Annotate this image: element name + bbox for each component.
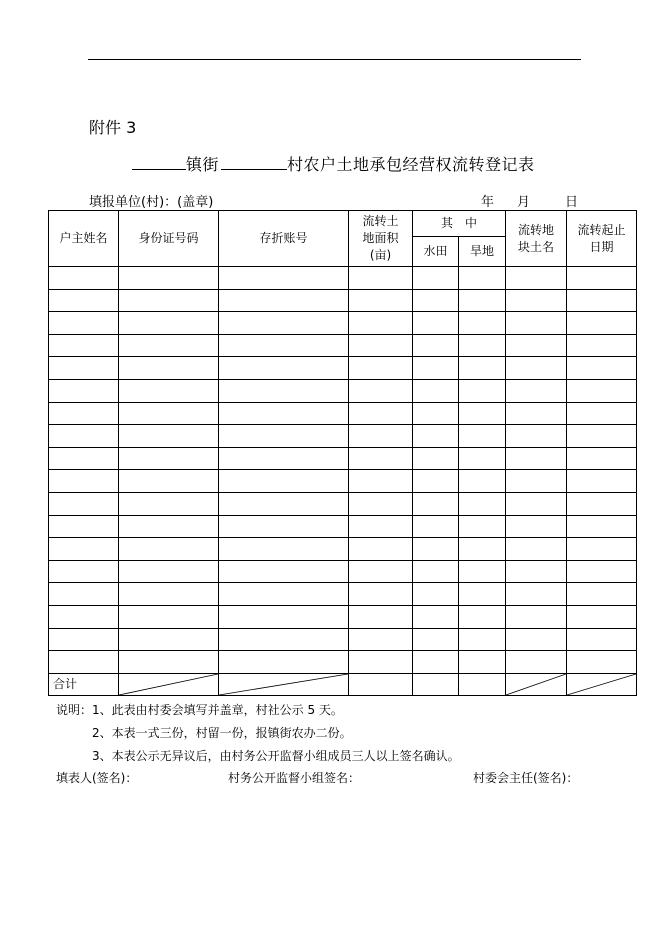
cell-dry[interactable] bbox=[459, 312, 506, 335]
cell-date[interactable] bbox=[567, 334, 637, 357]
note-3: 3、本表公示无异议后，由村务公开监督小组成员三人以上签名确认。 bbox=[92, 749, 460, 763]
cell-owner[interactable] bbox=[49, 538, 119, 561]
table-row bbox=[49, 312, 637, 335]
cell-dry[interactable] bbox=[459, 605, 506, 628]
cell-owner[interactable] bbox=[49, 492, 119, 515]
header-account: 存折账号 bbox=[219, 211, 349, 267]
table-row bbox=[49, 628, 637, 651]
cell-id[interactable] bbox=[119, 492, 219, 515]
title-village-suffix: 村农户土地承包经营权流转登记表 bbox=[287, 155, 535, 174]
cell-paddy[interactable] bbox=[413, 651, 459, 674]
cell-dry[interactable] bbox=[459, 560, 506, 583]
total-plot-diagonal bbox=[506, 673, 567, 695]
cell-plot[interactable] bbox=[506, 651, 567, 674]
cell-paddy[interactable] bbox=[413, 379, 459, 402]
header-id-number: 身份证号码 bbox=[119, 211, 219, 267]
cell-date[interactable] bbox=[567, 492, 637, 515]
cell-dry[interactable] bbox=[459, 447, 506, 470]
cell-area[interactable] bbox=[349, 379, 413, 402]
cell-dry[interactable] bbox=[459, 470, 506, 493]
town-blank bbox=[132, 155, 186, 170]
cell-paddy[interactable] bbox=[413, 289, 459, 312]
cell-account[interactable] bbox=[219, 312, 349, 335]
cell-date[interactable] bbox=[567, 379, 637, 402]
cell-owner[interactable] bbox=[49, 402, 119, 425]
cell-date[interactable] bbox=[567, 605, 637, 628]
cell-plot[interactable] bbox=[506, 267, 567, 290]
cell-plot[interactable] bbox=[506, 470, 567, 493]
cell-id[interactable] bbox=[119, 605, 219, 628]
cell-paddy[interactable] bbox=[413, 492, 459, 515]
cell-owner[interactable] bbox=[49, 628, 119, 651]
cell-area[interactable] bbox=[349, 334, 413, 357]
table-row bbox=[49, 289, 637, 312]
total-area[interactable] bbox=[349, 673, 413, 695]
cell-date[interactable] bbox=[567, 583, 637, 606]
table-row bbox=[49, 402, 637, 425]
cell-owner[interactable] bbox=[49, 312, 119, 335]
header-start-line2: 日期 bbox=[589, 239, 614, 254]
cell-id[interactable] bbox=[119, 538, 219, 561]
cell-account[interactable] bbox=[219, 357, 349, 380]
cell-owner[interactable] bbox=[49, 357, 119, 380]
cell-account[interactable] bbox=[219, 605, 349, 628]
table-row bbox=[49, 560, 637, 583]
header-start-end-date bbox=[567, 211, 637, 267]
cell-owner[interactable] bbox=[49, 267, 119, 290]
cell-dry[interactable] bbox=[459, 538, 506, 561]
cell-id[interactable] bbox=[119, 425, 219, 448]
cell-owner[interactable] bbox=[49, 560, 119, 583]
cell-area[interactable] bbox=[349, 289, 413, 312]
header-area-line2: 地面积 bbox=[362, 231, 399, 245]
cell-plot[interactable] bbox=[506, 538, 567, 561]
director-signature-label: 村委会主任(签名)： bbox=[473, 771, 579, 785]
cell-id[interactable] bbox=[119, 402, 219, 425]
cell-date[interactable] bbox=[567, 515, 637, 538]
cell-date[interactable] bbox=[567, 312, 637, 335]
cell-account[interactable] bbox=[219, 628, 349, 651]
header-area-line1: 流转土 bbox=[362, 214, 399, 228]
cell-area[interactable] bbox=[349, 605, 413, 628]
cell-date[interactable] bbox=[567, 267, 637, 290]
note-1: 说明：1、此表由村委会填写并盖章，村社公示 5 天。 bbox=[56, 703, 343, 717]
cell-id[interactable] bbox=[119, 357, 219, 380]
cell-dry[interactable] bbox=[459, 289, 506, 312]
header-plot-name bbox=[506, 211, 567, 267]
cell-id[interactable] bbox=[119, 560, 219, 583]
cell-paddy[interactable] bbox=[413, 605, 459, 628]
cell-owner[interactable] bbox=[49, 605, 119, 628]
table-row bbox=[49, 267, 637, 290]
cell-paddy[interactable] bbox=[413, 357, 459, 380]
cell-id[interactable] bbox=[119, 470, 219, 493]
header-start-line1: 流转起止 bbox=[577, 222, 626, 237]
cell-paddy[interactable] bbox=[413, 402, 459, 425]
village-blank bbox=[221, 155, 287, 170]
cell-owner[interactable] bbox=[49, 583, 119, 606]
cell-id[interactable] bbox=[119, 628, 219, 651]
header-row-1 bbox=[49, 211, 637, 237]
total-date-diagonal bbox=[567, 673, 637, 695]
table-row bbox=[49, 357, 637, 380]
cell-plot[interactable] bbox=[506, 605, 567, 628]
table-row bbox=[49, 605, 637, 628]
date-month: 月 bbox=[517, 195, 531, 210]
cell-plot[interactable] bbox=[506, 492, 567, 515]
cell-paddy[interactable] bbox=[413, 312, 459, 335]
cell-plot[interactable] bbox=[506, 357, 567, 380]
table-row bbox=[49, 651, 637, 674]
cell-dry[interactable] bbox=[459, 379, 506, 402]
cell-dry[interactable] bbox=[459, 267, 506, 290]
cell-account[interactable] bbox=[219, 560, 349, 583]
cell-date[interactable] bbox=[567, 289, 637, 312]
cell-area[interactable] bbox=[349, 560, 413, 583]
cell-plot[interactable] bbox=[506, 447, 567, 470]
cell-paddy[interactable] bbox=[413, 447, 459, 470]
total-dry[interactable] bbox=[459, 673, 506, 695]
cell-dry[interactable] bbox=[459, 492, 506, 515]
header-dry: 旱地 bbox=[459, 237, 506, 267]
table-row bbox=[49, 425, 637, 448]
cell-id[interactable] bbox=[119, 334, 219, 357]
cell-owner[interactable] bbox=[49, 379, 119, 402]
fill-unit-label: 填报单位(村)：(盖章) bbox=[89, 195, 214, 210]
cell-date[interactable] bbox=[567, 538, 637, 561]
cell-id[interactable] bbox=[119, 447, 219, 470]
cell-date[interactable] bbox=[567, 628, 637, 651]
cell-id[interactable] bbox=[119, 289, 219, 312]
cell-id[interactable] bbox=[119, 267, 219, 290]
cell-area[interactable] bbox=[349, 267, 413, 290]
registration-table bbox=[48, 210, 637, 696]
cell-account[interactable] bbox=[219, 425, 349, 448]
cell-plot[interactable] bbox=[506, 289, 567, 312]
cell-account[interactable] bbox=[219, 379, 349, 402]
table-row bbox=[49, 492, 637, 515]
cell-owner[interactable] bbox=[49, 515, 119, 538]
total-account-diagonal bbox=[219, 673, 349, 695]
cell-dry[interactable] bbox=[459, 628, 506, 651]
date-line bbox=[481, 191, 578, 210]
cell-plot[interactable] bbox=[506, 628, 567, 651]
cell-owner[interactable] bbox=[49, 334, 119, 357]
cell-plot[interactable] bbox=[506, 334, 567, 357]
cell-date[interactable] bbox=[567, 560, 637, 583]
cell-area[interactable] bbox=[349, 651, 413, 674]
total-label: 合计 bbox=[49, 673, 119, 695]
cell-owner[interactable] bbox=[49, 289, 119, 312]
header-owner-name: 户主姓名 bbox=[49, 211, 119, 267]
cell-dry[interactable] bbox=[459, 334, 506, 357]
date-year: 年 bbox=[481, 195, 495, 210]
header-plot-line2: 块土名 bbox=[517, 239, 554, 254]
cell-id[interactable] bbox=[119, 515, 219, 538]
cell-account[interactable] bbox=[219, 267, 349, 290]
table-row bbox=[49, 538, 637, 561]
cell-date[interactable] bbox=[567, 402, 637, 425]
cell-owner[interactable] bbox=[49, 425, 119, 448]
cell-dry[interactable] bbox=[459, 651, 506, 674]
header-plot-line1: 流转地 bbox=[517, 222, 554, 237]
cell-date[interactable] bbox=[567, 651, 637, 674]
cell-dry[interactable] bbox=[459, 425, 506, 448]
cell-account[interactable] bbox=[219, 447, 349, 470]
cell-area[interactable] bbox=[349, 425, 413, 448]
cell-account[interactable] bbox=[219, 651, 349, 674]
cell-account[interactable] bbox=[219, 402, 349, 425]
cell-paddy[interactable] bbox=[413, 628, 459, 651]
cell-date[interactable] bbox=[567, 447, 637, 470]
cell-id[interactable] bbox=[119, 651, 219, 674]
cell-account[interactable] bbox=[219, 470, 349, 493]
cell-owner[interactable] bbox=[49, 470, 119, 493]
cell-paddy[interactable] bbox=[413, 470, 459, 493]
cell-paddy[interactable] bbox=[413, 538, 459, 561]
cell-plot[interactable] bbox=[506, 312, 567, 335]
table-row bbox=[49, 583, 637, 606]
date-day: 日 bbox=[565, 195, 579, 210]
cell-plot[interactable] bbox=[506, 425, 567, 448]
cell-account[interactable] bbox=[219, 583, 349, 606]
cell-date[interactable] bbox=[567, 357, 637, 380]
cell-area[interactable] bbox=[349, 515, 413, 538]
cell-paddy[interactable] bbox=[413, 425, 459, 448]
cell-account[interactable] bbox=[219, 334, 349, 357]
table-row bbox=[49, 379, 637, 402]
cell-account[interactable] bbox=[219, 538, 349, 561]
cell-account[interactable] bbox=[219, 492, 349, 515]
cell-plot[interactable] bbox=[506, 560, 567, 583]
total-row bbox=[49, 673, 637, 695]
header-area-line3: (亩) bbox=[369, 248, 392, 262]
cell-plot[interactable] bbox=[506, 583, 567, 606]
cell-area[interactable] bbox=[349, 312, 413, 335]
table-row bbox=[49, 447, 637, 470]
table-row bbox=[49, 470, 637, 493]
cell-area[interactable] bbox=[349, 357, 413, 380]
total-id-diagonal bbox=[119, 673, 219, 695]
attachment-label: 附件 3 bbox=[89, 118, 137, 137]
table-row bbox=[49, 515, 637, 538]
table-body bbox=[49, 267, 637, 674]
cell-id[interactable] bbox=[119, 379, 219, 402]
cell-id[interactable] bbox=[119, 583, 219, 606]
filler-signature-label: 填表人(签名)： bbox=[56, 771, 138, 785]
cell-paddy[interactable] bbox=[413, 583, 459, 606]
cell-paddy[interactable] bbox=[413, 560, 459, 583]
cell-dry[interactable] bbox=[459, 515, 506, 538]
top-rule bbox=[88, 59, 581, 60]
table-row bbox=[49, 334, 637, 357]
supervisor-signature-label: 村务公开监督小组签名： bbox=[228, 771, 361, 785]
cell-dry[interactable] bbox=[459, 583, 506, 606]
cell-area[interactable] bbox=[349, 583, 413, 606]
cell-area[interactable] bbox=[349, 447, 413, 470]
cell-account[interactable] bbox=[219, 515, 349, 538]
cell-dry[interactable] bbox=[459, 357, 506, 380]
cell-account[interactable] bbox=[219, 289, 349, 312]
cell-date[interactable] bbox=[567, 425, 637, 448]
cell-dry[interactable] bbox=[459, 402, 506, 425]
form-title bbox=[132, 152, 535, 175]
cell-owner[interactable] bbox=[49, 651, 119, 674]
cell-plot[interactable] bbox=[506, 379, 567, 402]
cell-area[interactable] bbox=[349, 628, 413, 651]
cell-plot[interactable] bbox=[506, 515, 567, 538]
cell-paddy[interactable] bbox=[413, 515, 459, 538]
cell-plot[interactable] bbox=[506, 402, 567, 425]
cell-area[interactable] bbox=[349, 470, 413, 493]
note-2: 2、本表一式三份，村留一份，报镇街农办二份。 bbox=[92, 726, 352, 740]
header-area bbox=[349, 211, 413, 267]
cell-paddy[interactable] bbox=[413, 334, 459, 357]
header-paddy: 水田 bbox=[413, 237, 459, 267]
cell-paddy[interactable] bbox=[413, 267, 459, 290]
cell-area[interactable] bbox=[349, 402, 413, 425]
cell-area[interactable] bbox=[349, 538, 413, 561]
cell-id[interactable] bbox=[119, 312, 219, 335]
cell-date[interactable] bbox=[567, 470, 637, 493]
cell-owner[interactable] bbox=[49, 447, 119, 470]
total-paddy[interactable] bbox=[413, 673, 459, 695]
header-of-which: 其 中 bbox=[413, 211, 506, 237]
cell-area[interactable] bbox=[349, 492, 413, 515]
title-town-suffix: 镇街 bbox=[186, 155, 220, 174]
